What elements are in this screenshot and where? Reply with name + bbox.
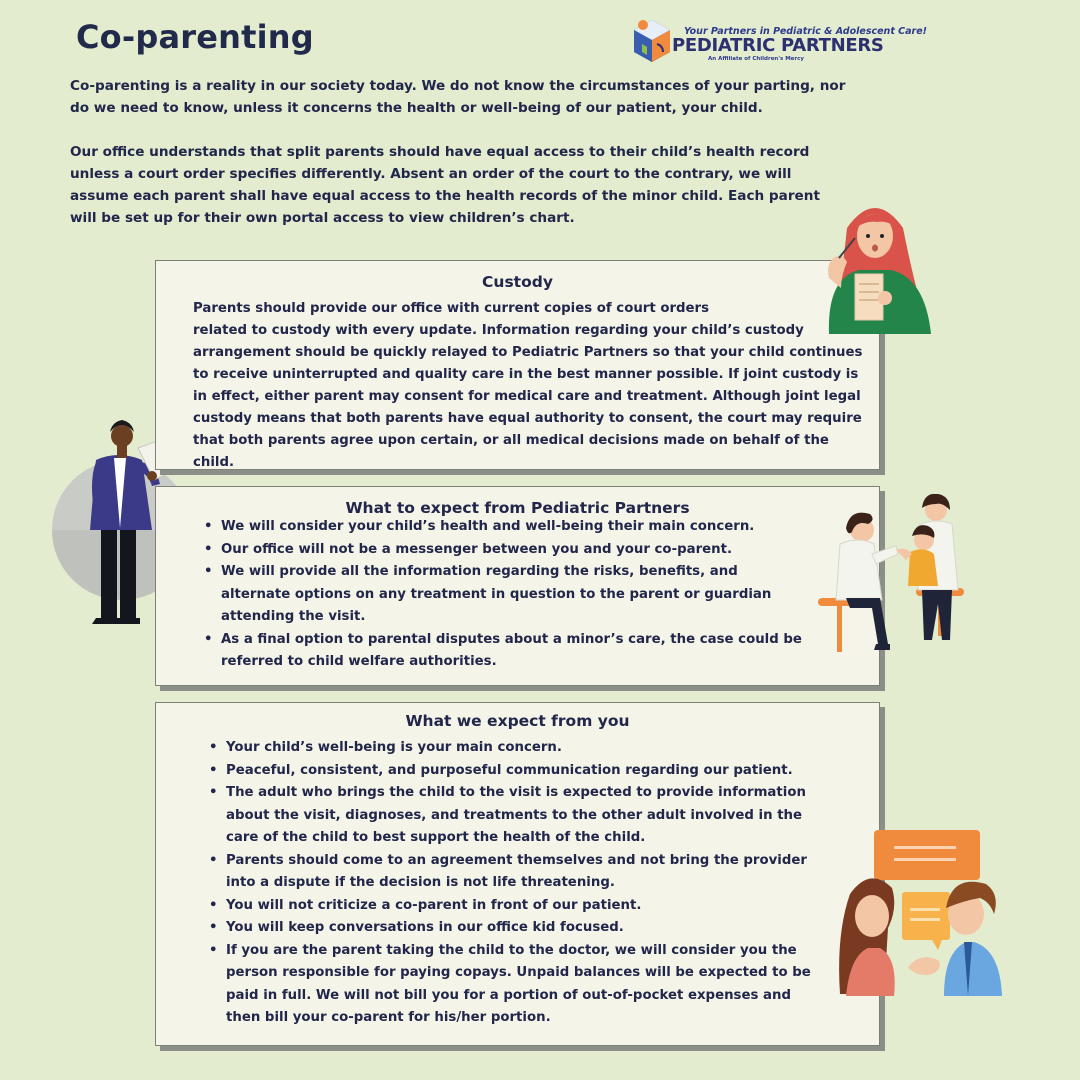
intro-paragraph-2: Our office understands that split parents should have equal access to their child’s health record unless a court order specifies differently. Absent an order of the court to the contrary, we will assume each parent shall have equal access to the health records of the minor child. Each parent will be set up for their own portal access to view children’s chart. bbox=[70, 144, 820, 226]
logo-brand: PEDIATRIC PARTNERS bbox=[672, 35, 884, 56]
doctor-with-family-illustration bbox=[816, 494, 972, 660]
pediatric-partners-logo-icon bbox=[630, 16, 674, 64]
pediatric-partners-logo bbox=[630, 16, 928, 66]
list-item: • You will keep conversations in our office kid focused. bbox=[209, 917, 829, 940]
intro-paragraph-1: Co-parenting is a reality in our society today. We do not know the circumstances of your parting, nor do we need to know, unless it concerns the health or well-being of our patient, your child. bbox=[70, 78, 846, 116]
custody-heading: Custody bbox=[482, 273, 553, 291]
expect-from-us-list bbox=[204, 516, 804, 674]
woman-with-notepad-illustration bbox=[815, 198, 935, 338]
custody-box bbox=[155, 260, 880, 470]
custody-text-rest: related to custody with every update. Information regarding your child’s custody arrangement should be quickly relayed to Pediatric Partners so that your child continues to receive uninterrupted and quality care in the best manner possible. If joint custody is in effect, either parent may consent for medical care and treatment. Although joint legal custody means that both parents have equal authority to consent, the court may require that both parents agree upon certain, or all medical decisions made on behalf of the child. bbox=[193, 323, 863, 470]
list-item: • We will provide all the information regarding the risks, benefits, and alternate options on any treatment in question to the parent or guardian attending the visit. bbox=[204, 561, 804, 629]
expect-from-you-heading: What we expect from you bbox=[405, 712, 630, 730]
list-item: • Our office will not be a messenger between you and your co-parent. bbox=[204, 539, 804, 562]
list-item: • If you are the parent taking the child to the doctor, we will consider you the person responsible for paying copays. Unpaid balances will be expected to be paid in full. We will not bill you for a portion of out-of-pocket expenses and then bill your co-parent for his/her portion. bbox=[209, 940, 829, 1030]
page-title: Co-parenting bbox=[76, 18, 314, 56]
logo-affiliation: An Affiliate of Children's Mercy bbox=[708, 56, 804, 62]
list-item: • Your child’s well-being is your main concern. bbox=[209, 737, 829, 760]
list-item: • We will consider your child’s health and well-being their main concern. bbox=[204, 516, 804, 539]
couple-talking-illustration bbox=[836, 828, 1004, 998]
list-item: • The adult who brings the child to the visit is expected to provide information about the visit, diagnoses, and treatments to the other adult involved in the care of the child to best support the health of the child. bbox=[209, 782, 829, 850]
logo-tagline: Your Partners in Pediatric & Adolescent Care! bbox=[684, 26, 928, 37]
expect-from-us-heading: What to expect from Pediatric Partners bbox=[345, 499, 690, 517]
list-item: • Peaceful, consistent, and purposeful communication regarding our patient. bbox=[209, 760, 829, 783]
expect-from-you-list bbox=[209, 737, 829, 1030]
expect-from-you-box bbox=[155, 702, 880, 1046]
list-item: • Parents should come to an agreement themselves and not bring the provider into a dispute if the decision is not life threatening. bbox=[209, 850, 829, 895]
custody-text bbox=[193, 298, 873, 474]
list-item: • You will not criticize a co-parent in front of our patient. bbox=[209, 895, 829, 918]
list-item: • As a final option to parental disputes about a minor’s care, the case could be referred to child welfare authorities. bbox=[204, 629, 804, 674]
custody-text-line1: Parents should provide our office with current copies of court orders bbox=[193, 301, 710, 316]
expect-from-us-box bbox=[155, 486, 880, 686]
